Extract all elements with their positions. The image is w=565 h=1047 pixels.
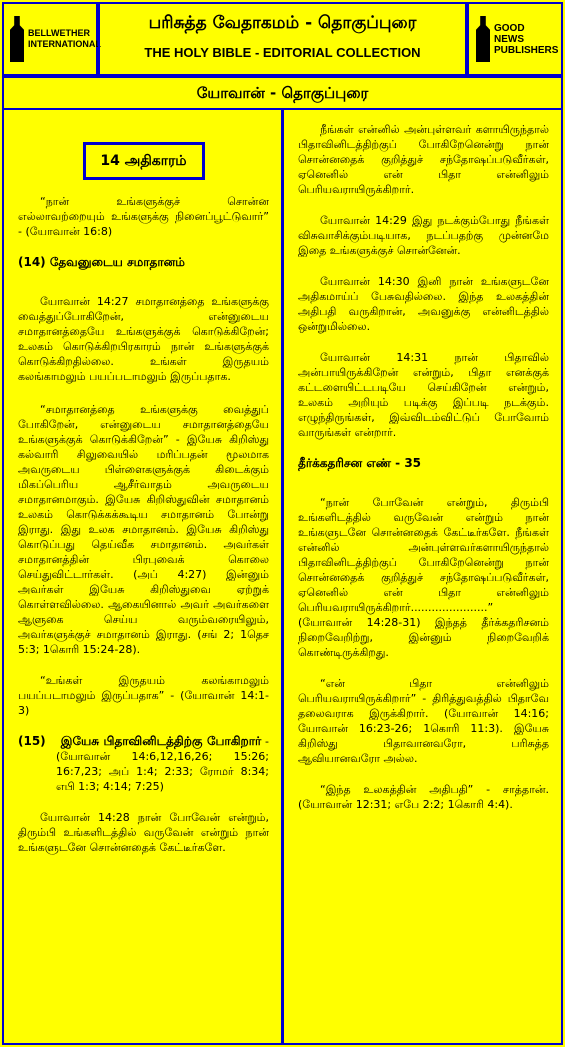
right-para-7: “இந்த உலகத்தின் அதிபதி” - சாத்தான். (யோவான் 12:31; எபே 2:2; 1கொரி 4:4). [298,783,549,811]
left-para-5: யோவான் 14:28 நான் போவேன் என்றும், திரும்பி உங்களிடத்தில் வருவேன் என்றும் நான் உங்களுடனே சொன்னதைக் கேட்டீர்களே. [18,811,269,854]
right-para-6: “என் பிதா என்னிலும் பெரியவராயிருக்கிறார்” - திரித்துவத்தில் பிதாவே தலைவராக இருக்கிறார். (யோவான் 14:16; யோவான் 16:23-26; 1கொரி 11:3). இயேசு கிறிஸ்து பிதாவானவரோ, பரிசுத்த ஆவியானவரோ அல்ல. [298,677,549,765]
right-para-1: நீங்கள் என்னில் அன்புள்ளவர் களாயிருந்தால் பிதாவினிடத்திற்குப் போகிறேனென்று நான் சொன்னதைக் குறித்துச் சந்தோஷப்படுவீர்கள், ஏனெனில் என் பிதா என்னிலும் பெரியவராயிருக்கிறார். [298,123,549,196]
right-para-2: யோவான் 14:29 இது நடக்கும்போது நீங்கள் விசுவாசிக்கும்படியாக, நடப்பதற்கு முன்னமே இதை உங்களுக்குச் சொன்னேன். [298,214,549,257]
prophecy-heading: தீர்க்கதரிசன எண் - 35 [298,456,422,470]
right-para-3: யோவான் 14:30 இனி நான் உங்களுடனே அதிகமாய்ப் பேசுவதில்லை. இந்த உலகத்தின் அதிபதி வருகிறான், அவனுக்கு என்னிடத்தில் ஒன்றுமில்லை. [298,275,549,333]
left-para-3: “சமாதானத்தை உங்களுக்கு வைத்துப் போகிறேன், என்னுடைய சமாதானத்தையே உங்களுக்குக் கொடுக்கிறேன்” - இயேசு கிறிஸ்து கல்வாரி சிலுவையில் மரிப்பதன் மூலமாக அவருடைய பிள்ளைகளுக்குக் கிடைக்கும் மிகப்பெரிய ஆசீர்வாதம் அவருடைய சமாதானமாகும். இயேசு கிறிஸ்துவின் சமாதானம் உலகம் கொடுக்கக்கூடிய சமாதானம் போன்று இராது. இது உலக சமாதானம். இயேசு கிறிஸ்து கொடுப்பது தெய்வீக சமாதானம். அவர்கள் சமாதானத்தின் பிரபுவைக் கொலை செய்துவிட்டார்கள். (அப் 4:27) இன்னும் அவர்கள் இயேசு கிறிஸ்துவை ஏற்றுக் கொள்ளவில்லை. ஆகையினால் அவர் அவர்களை ஆளுகை செய்ய வரும்வரையிலும், அவர்களுக்குச் சமாதானம் இராது. (சங் 2; 1தெச 5:3; 1கொரி 15:24-28). [18,403,269,656]
good-news-logo [467,2,563,76]
section-references: -(யோவான் 14:6,12,16,26; 15:26; 16:7,23; அப் 1:4; 2:33; ரோமர் 8:34; எபி 1:3; 4:14; 7:25) [56,735,269,793]
section-heading-14: (14) தேவனுடைய சமாதானம் [18,255,185,269]
section-heading-15 [18,734,269,794]
right-para-4: யோவான் 14:31 நான் பிதாவில் அன்பாயிருக்கிறேன் என்றும், பிதா எனக்குக் கட்டளையிட்டபடியே செய்கிறேன் என்றும், உலகம் அறியும் படிக்கு இப்படி நடக்கும். எழுந்திருங்கள், இவ்விடம்விட்டுப் போவோம் வாருங்கள் என்றார். [298,351,549,439]
left-column [4,110,281,855]
right-para-5: “நான் போவேன் என்றும், திரும்பி உங்களிடத்தில் வருவேன் என்றும் நான் உங்களுடனே சொன்னதைக் கேட்டீர்களே. நீங்கள் என்னில் அன்புள்ளவர்களாயிருந்தால் பிதாவினிடத்திற்குப் போகிறேனென்று நான் சொன்னதைக் குறித்துச் சந்தோஷப்படுவீர்கள், ஏனெனில் என் பிதா என்னிலும் பெரியவராயிருக்கிறார்......................” (யோவான் 14:28-31) இந்தத் தீர்க்கதரிசனம் நிறைவேறிற்று, இன்னும் நிறைவேறிக் கொண்டிருக்கிறது. [298,496,549,659]
bellwether-logo [2,2,101,76]
building-icon [476,16,490,62]
good-news-logo-text: GOOD NEWS PUBLISHERS [494,22,559,56]
left-para-2: யோவான் 14:27 சமாதானத்தை உங்களுக்கு வைத்துப்போகிறேன், என்னுடைய சமாதானத்தையே உங்களுக்குக் கொடுக்கிறேன்; உலகம் கொடுக்கிறபிரகாரம் நான் உங்களுக்குக் கொடுக்கிறதில்லை. உங்கள் இருதயம் கலங்காமலும் பயப்படாமலும் இருப்பதாக. [18,295,269,383]
book-title-bar: யோவான் - தொகுப்புரை [2,76,563,110]
left-para-1: “நான் உங்களுக்குச் சொன்ன எல்லாவற்றையும் உங்களுக்கு நினைப்பூட்டுவார்” - (யோவான் 16:8) [18,195,269,238]
left-para-4: “உங்கள் இருதயம் கலங்காமலும் பயப்படாமலும் இருப்பதாக” - (யோவான் 14:1-3) [18,674,269,717]
title-english: THE HOLY BIBLE - EDITORIAL COLLECTION [144,45,421,60]
bellwether-logo-text: BELLWETHER INTERNATIONAL [28,28,101,49]
header-title-box [98,2,467,76]
section-number: (15) [18,734,46,748]
right-column [284,110,561,812]
section-title: இயேசு பிதாவினிடத்திற்கு போகிறார் [60,734,262,748]
title-tamil: பரிசுத்த வேதாகமம் - தொகுப்புரை [148,13,417,33]
book-stack-icon [10,16,24,62]
chapter-heading: 14 அதிகாரம் [83,142,205,180]
